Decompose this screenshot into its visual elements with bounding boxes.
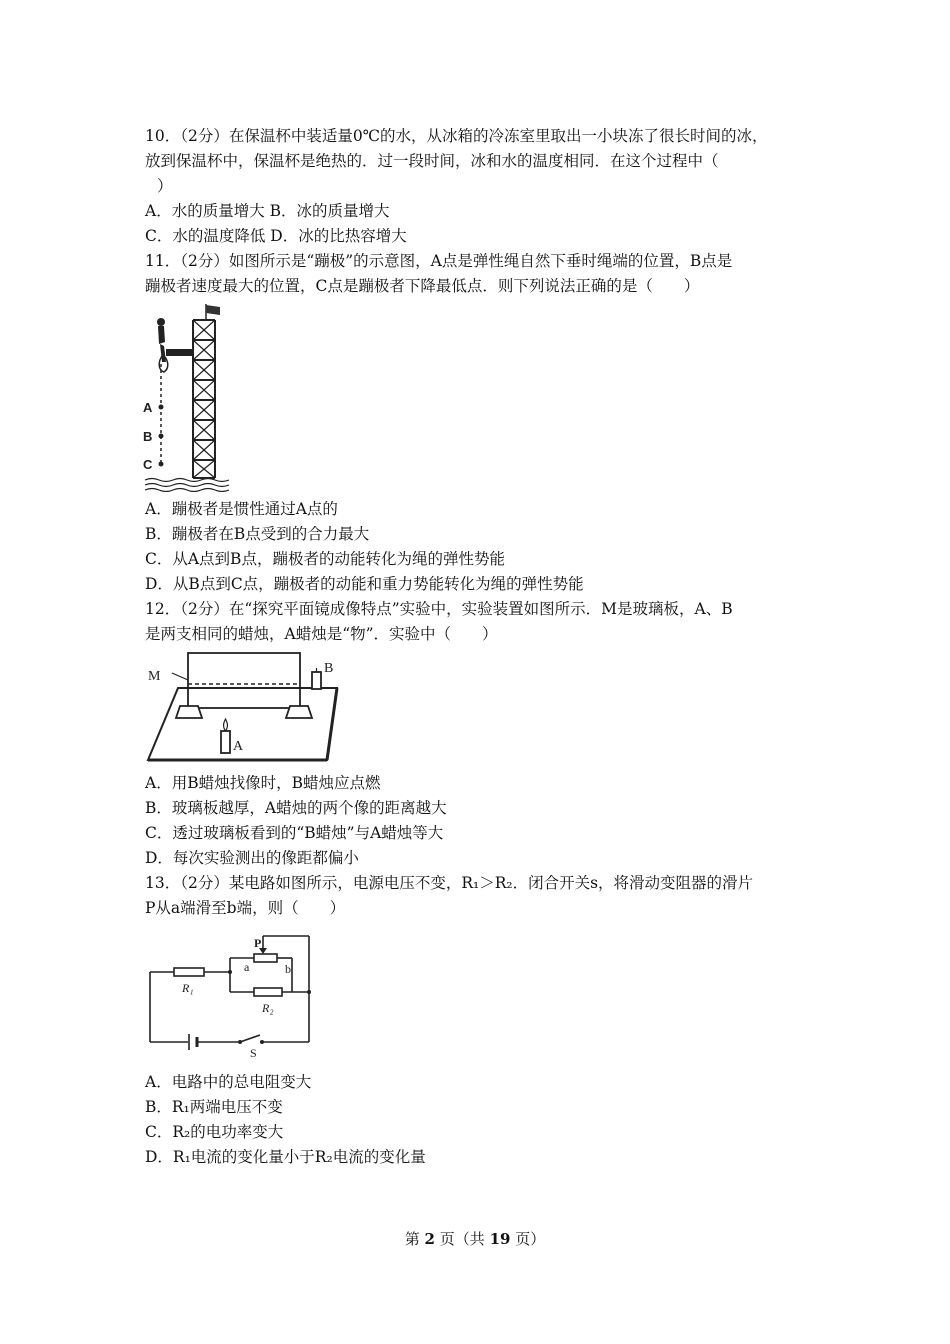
question-10 (145, 124, 815, 199)
point-a-marker (159, 405, 164, 410)
junction-node (228, 970, 232, 974)
question-13-line-1: 13．（2分）某电路如图所示，电源电压不变，R₁＞R₂．闭合开关s，将滑动变阻器的滑片 (145, 874, 754, 892)
candle-a (221, 731, 230, 753)
jump-platform (166, 349, 193, 356)
question-12-line-1: 12．（2分）在“探究平面镜成像特点”实验中，实验装置如图所示．M是玻璃板，A、B (145, 600, 733, 618)
junction-node (307, 990, 311, 994)
question-11-option-b: B．蹦极者在B点受到的合力最大 (145, 525, 370, 543)
question-11 (145, 249, 815, 299)
question-12-option-c: C．透过玻璃板看到的“B蜡烛”与A蜡烛等大 (145, 824, 444, 842)
footer-page-number: 2 (424, 1230, 435, 1248)
page-footer (0, 1228, 950, 1249)
question-11-option-d: D．从B点到C点，蹦极者的动能和重力势能转化为绳的弹性势能 (145, 575, 584, 593)
label-m-leader (172, 673, 188, 680)
footer-prefix: 第 (404, 1230, 420, 1248)
label-a: A (233, 739, 244, 754)
resistor-r1 (174, 968, 204, 976)
label-a: A (143, 400, 153, 415)
question-12-option-b: B．玻璃板越厚，A蜡烛的两个像的距离越大 (145, 799, 447, 817)
footer-mid: 页（共 (439, 1230, 485, 1248)
question-13-option-d: D．R₁电流的变化量小于R₂电流的变化量 (145, 1148, 426, 1166)
label-b: B (324, 661, 334, 676)
water-surface (145, 479, 229, 492)
question-11-option-a: A．蹦极者是惯性通过A点的 (145, 500, 338, 518)
candle-b (312, 672, 321, 689)
question-13-line-2: P从a端滑至b端，则（ ） (145, 899, 346, 917)
label-a: a (244, 960, 250, 974)
bungee-diagram (140, 302, 240, 492)
glass-plate (188, 653, 300, 708)
question-12 (145, 597, 815, 647)
question-11-line-2: 蹦极者速度最大的位置，C点是蹦极者下降最低点．则下列说法正确的是（ ） (145, 277, 700, 295)
label-m: M (148, 669, 161, 684)
mirror-experiment-diagram (140, 648, 340, 770)
point-c-marker (159, 462, 164, 467)
right-holder (286, 706, 312, 718)
footer-suffix: 页） (515, 1230, 546, 1248)
label-r1: R₁ (182, 981, 194, 995)
candle-a-flame (224, 719, 228, 731)
battery-icon (189, 1034, 197, 1050)
switch-icon (238, 1035, 264, 1044)
label-r2: R₂ (262, 1001, 274, 1015)
label-s: S (250, 1046, 257, 1060)
footer-total-pages: 19 (489, 1230, 511, 1248)
tower (193, 320, 215, 478)
label-b: b (285, 962, 291, 976)
question-10-options-ab: A．水的质量增大 B．冰的质量增大 (145, 202, 390, 220)
jumper-figure (157, 318, 166, 362)
circuit-wires (150, 936, 309, 1042)
question-13-option-a: A．电路中的总电阻变大 (145, 1073, 312, 1091)
question-12-option-d: D．每次实验测出的像距都偏小 (145, 849, 359, 867)
question-10-line-3: ） (157, 177, 173, 195)
label-p: P (254, 936, 262, 950)
question-12-line-2: 是两支相同的蜡烛，A蜡烛是“物”．实验中（ ） (145, 625, 498, 643)
left-holder (176, 706, 202, 718)
resistor-r2 (254, 988, 282, 996)
label-b: B (143, 429, 153, 444)
rheostat (254, 954, 277, 962)
question-12-option-a: A．用B蜡烛找像时，B蜡烛应点燃 (145, 774, 381, 792)
question-13-option-b: B．R₁两端电压不变 (145, 1098, 283, 1116)
question-13 (145, 871, 815, 921)
label-c: C (143, 457, 153, 472)
question-10-line-1: 10．（2分）在保温杯中装适量0℃的水，从冰箱的冷冻室里取出一小块冻了很长时间的冰， (145, 127, 768, 145)
question-10-options-cd: C．水的温度降低 D．冰的比热容增大 (145, 227, 407, 245)
question-11-option-c: C．从A点到B点，蹦极者的动能转化为绳的弹性势能 (145, 550, 505, 568)
point-b-marker (159, 434, 164, 439)
circuit-diagram (142, 930, 322, 1062)
flag-icon (206, 304, 220, 320)
question-11-line-1: 11．（2分）如图所示是“蹦极”的示意图，A点是弹性绳自然下垂时绳端的位置，B点是 (145, 252, 733, 270)
question-10-line-2: 放到保温杯中，保温杯是绝热的．过一段时间，冰和水的温度相同．在这个过程中（ (145, 152, 719, 170)
question-13-option-c: C．R₂的电功率变大 (145, 1123, 284, 1141)
